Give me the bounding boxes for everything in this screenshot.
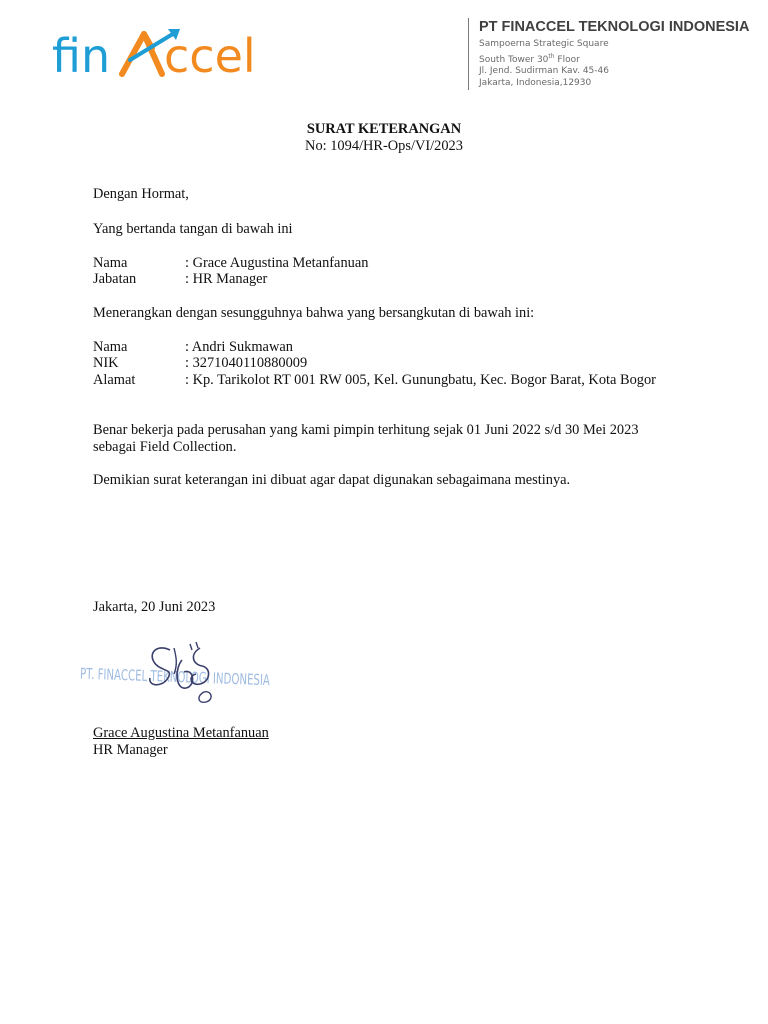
letter-title: SURAT KETERANGAN [306,121,462,137]
employee-name-label: Nama [93,339,128,355]
company-address-line2-pre: South Tower 30 [479,54,549,65]
signer-position-label: Jabatan [93,271,137,287]
company-address-line1: Sampoerna Strategic Square [479,39,609,49]
statement: Menerangkan dengan sesungguhnya bahwa yang bersangkutan di bawah ini: [93,305,535,321]
svg-text:PT. FINACCEL TEKNOLOGI INDONES: PT. FINACCEL TEKNOLOGI INDONESIA [79,664,360,693]
closing: Demikian surat keterangan ini dibuat agar dapat digunakan sebagaimana mestinya. [93,472,571,488]
employee-name-value: : Andri Sukmawan [185,339,293,355]
signatory-title: HR Manager [93,742,168,758]
greeting: Dengan Hormat, [93,186,189,202]
company-address-line2-sup: th [548,52,555,60]
employee-address-value: : Kp. Tarikolot RT 001 RW 005, Kel. Gunungbatu, Kec. Bogor Barat, Kota Bogor [185,372,656,388]
signatory-name: Grace Augustina Metanfanuan [93,725,269,741]
stamp-signature-graphic [78,630,360,712]
company-info [468,18,763,90]
employee-nik-label: NIK [93,355,119,371]
finaccel-logo [52,26,257,83]
employee-address-label: Alamat [93,372,136,388]
signer-position-value: : HR Manager [185,271,268,287]
employee-nik-value: : 3271040110880009 [185,355,308,371]
company-stamp-signature [78,630,360,712]
company-name: PT FINACCEL TEKNOLOGI INDONESIA [479,19,750,35]
signer-name-value: : Grace Augustina Metanfanuan [185,255,369,271]
company-address-line3: Jl. Jend. Sudirman Kav. 45-46 [479,66,609,76]
company-address-line4: Jakarta, Indonesia,12930 [479,77,592,88]
company-address-line2-post: Floor [554,54,580,65]
company-address-line2 [479,51,763,67]
letter-number: No: 1094/HR-Ops/VI/2023 [305,138,463,154]
finaccel-logo-graphic [52,26,257,83]
place-date: Jakarta, 20 Juni 2023 [93,599,216,615]
signer-name-label: Nama [93,255,128,271]
svg-text:fin: fin [52,29,111,83]
svg-text:ccel: ccel [164,29,256,83]
employment-statement: Benar bekerja pada perusahan yang kami pimpin terhitung sejak 01 Juni 2022 s/d 30 Mei 2023 sebagai Field Collection. [93,422,639,455]
intro: Yang bertanda tangan di bawah ini [93,221,293,237]
